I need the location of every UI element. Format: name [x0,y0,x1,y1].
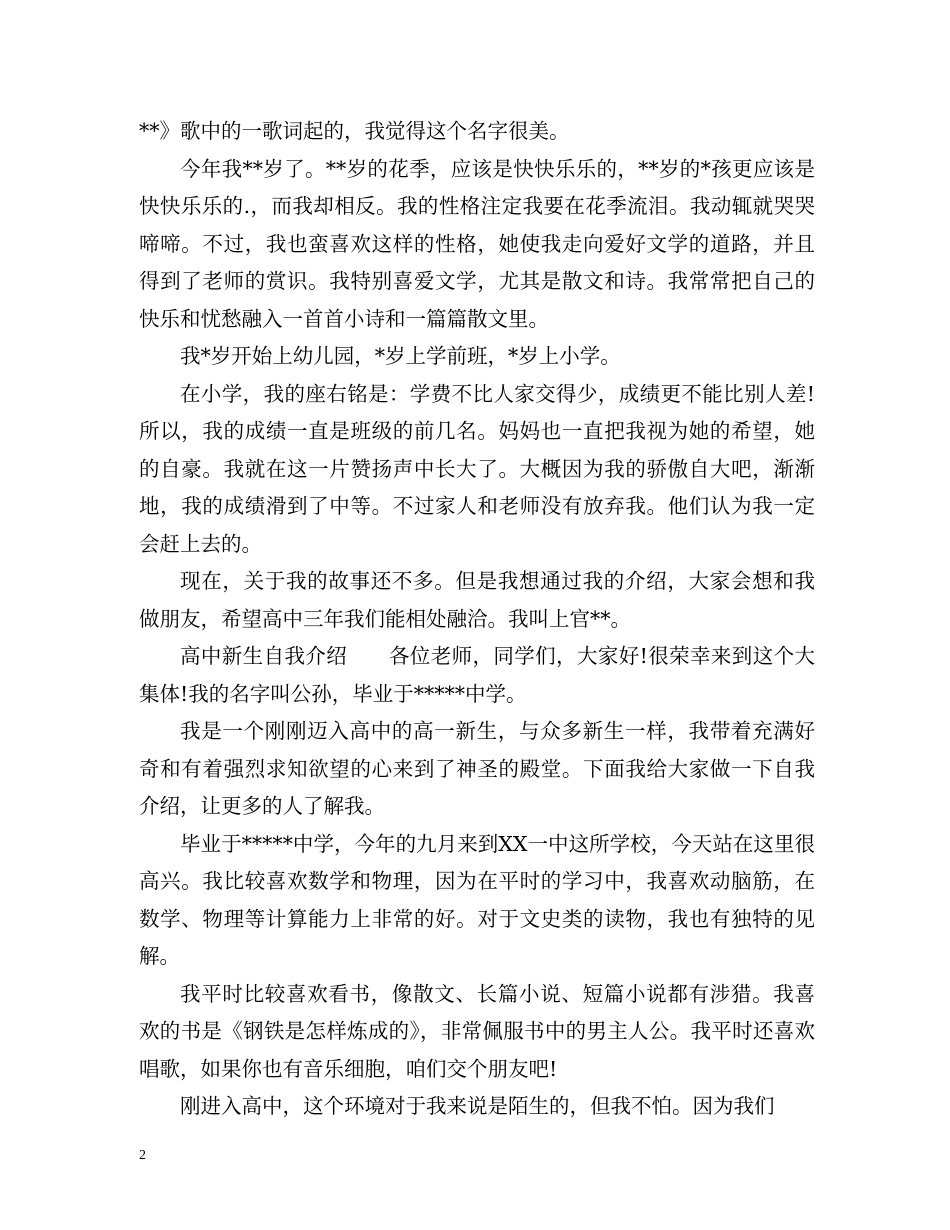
document-body [139,113,815,1126]
paragraph-3: 我*岁开始上幼儿园，*岁上学前班，*岁上小学。 [180,344,621,368]
paragraph-10: 刚进入高中，这个环境对于我来说是陌生的，但我不怕。因为我们 [180,1094,775,1118]
page-number: 2 [139,1148,146,1163]
paragraph-9: 我平时比较喜欢看书，像散文、长篇小说、短篇小说都有涉猎。我喜欢的书是《钢铁是怎样炼成的》，非常佩服书中的男主人公。我平时还喜欢唱歌，如果你也有音乐细胞，咱们交个朋友吧! [139,981,815,1081]
paragraph-8: 毕业于*****中学，今年的九月来到XX一中这所学校，今天站在这里很高兴。我比较喜欢数学和物理，因为在平时的学习中，我喜欢动脑筋，在数学、物理等计算能力上非常的好。对于文史类的读物，我也有独特的见解。 [139,831,815,968]
paragraph-1: **》歌中的一歌词起的，我觉得这个名字很美。 [139,119,570,143]
paragraph-2: 今年我**岁了。**岁的花季，应该是快快乐乐的，**岁的*孩更应该是快快乐乐的.，而我却相反。我的性格注定我要在花季流泪。我动辄就哭哭啼啼。不过，我也蛮喜欢这样的性格，她使我走向爱好文学的道路，并且得到了老师的赏识。我特别喜爱文学，尤其是散文和诗。我常常把自己的快乐和忧愁融入一首首小诗和一篇篇散文里。 [139,156,815,331]
paragraph-4: 在小学，我的座右铭是：学费不比人家交得少，成绩更不能比别人差!所以，我的成绩一直是班级的前几名。妈妈也一直把我视为她的希望，她的自豪。我就在这一片赞扬声中长大了。大概因为我的骄傲自大吧，渐渐地，我的成绩滑到了中等。不过家人和老师没有放弃我。他们认为我一定会赶上去的。 [139,381,815,556]
paragraph-5: 现在，关于我的故事还不多。但是我想通过我的介绍，大家会想和我做朋友，希望高中三年我们能相处融洽。我叫上官**。 [139,569,815,631]
paragraph-6: 高中新生自我介绍 各位老师，同学们，大家好!很荣幸来到这个大集体!我的名字叫公孙，毕业于*****中学。 [139,644,815,706]
paragraph-7: 我是一个刚刚迈入高中的高一新生，与众多新生一样，我带着充满好奇和有着强烈求知欲望的心来到了神圣的殿堂。下面我给大家做一下自我介绍，让更多的人了解我。 [139,719,815,818]
